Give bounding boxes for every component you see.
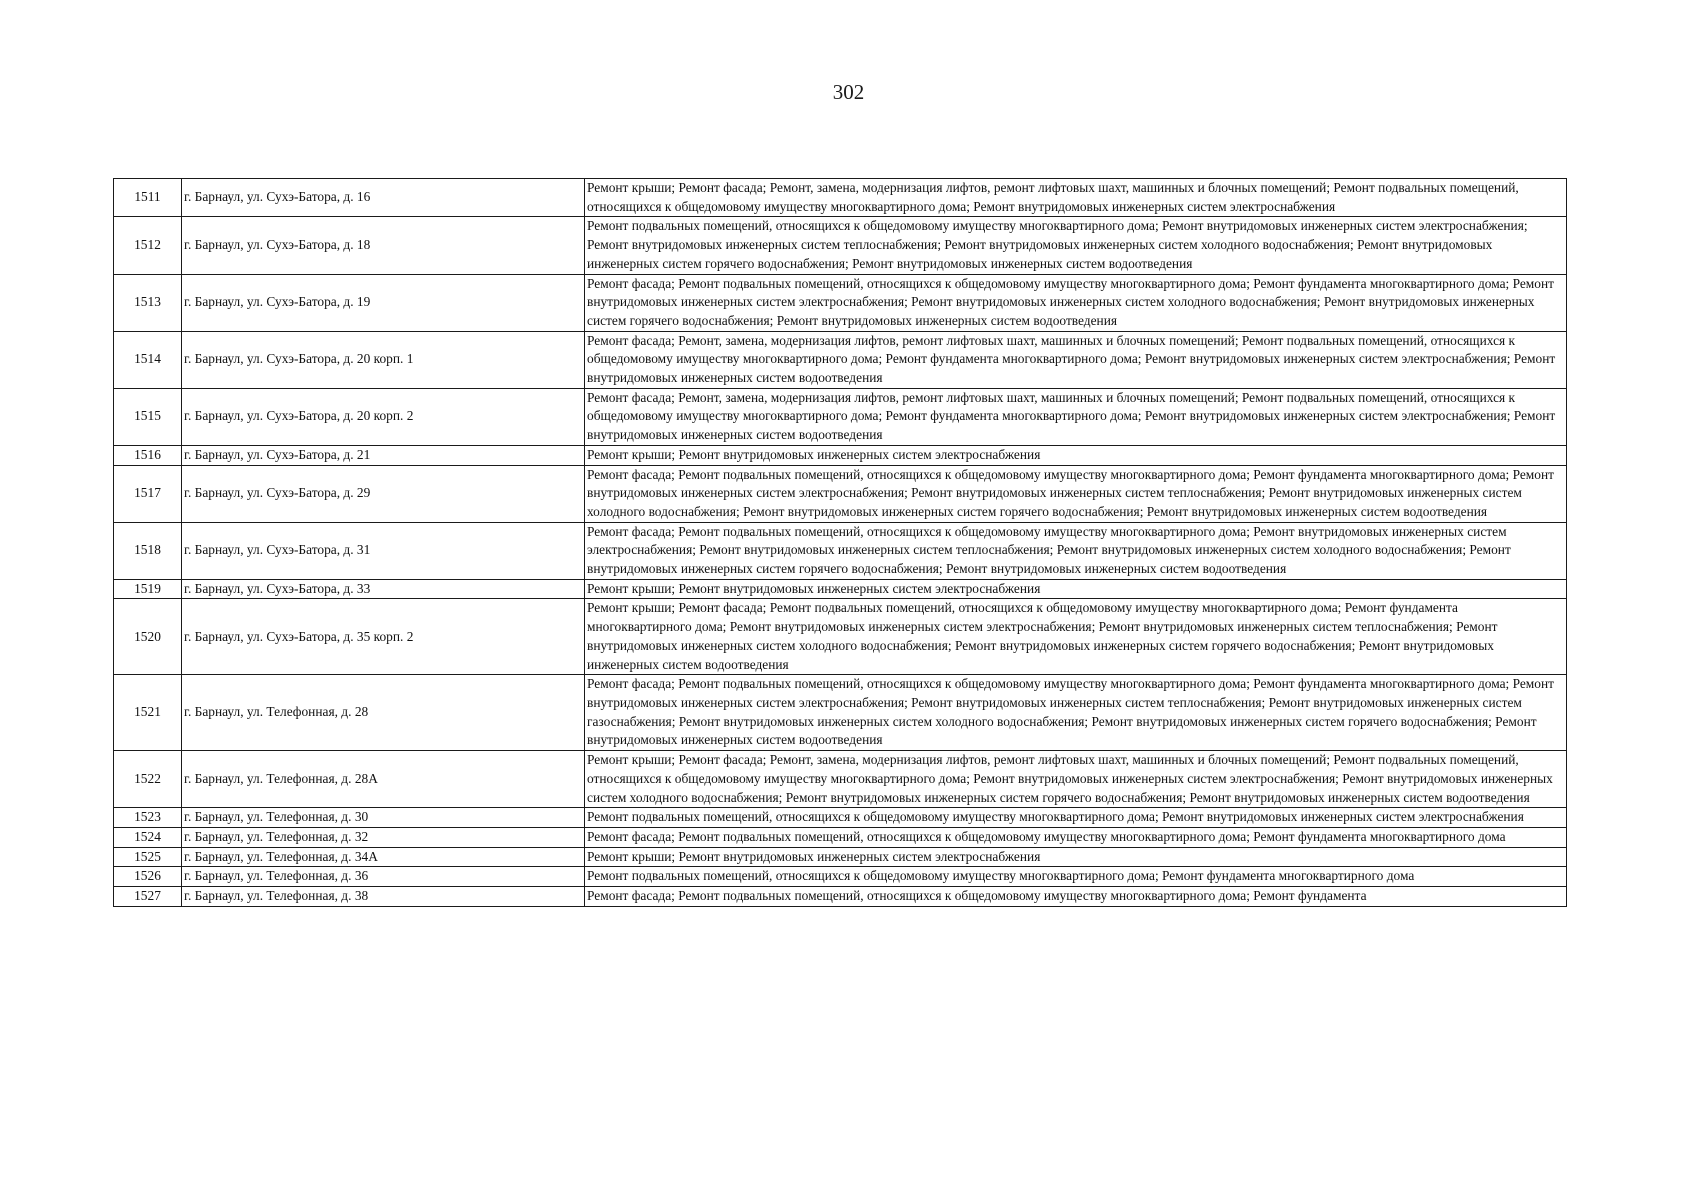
address-cell: г. Барнаул, ул. Сухэ-Батора, д. 16: [182, 179, 585, 217]
address-cell: г. Барнаул, ул. Телефонная, д. 38: [182, 887, 585, 907]
address-cell: г. Барнаул, ул. Сухэ-Батора, д. 29: [182, 465, 585, 522]
page-number: 302: [832, 80, 865, 104]
row-number-cell: 1511: [114, 179, 182, 217]
works-list-cell: Ремонт крыши; Ремонт внутридомовых инженерных систем электроснабжения: [585, 445, 1567, 465]
address-cell: г. Барнаул, ул. Сухэ-Батора, д. 33: [182, 579, 585, 599]
works-list-cell: Ремонт фасада; Ремонт подвальных помещений, относящихся к общедомовому имуществу многоквартирного дома; Ремонт фундамента многоквартирного дома; Ремонт внутридомовых инженерных систем электроснабжения; Ремонт внутридомовых инженерных систем холодного водоснабжения; Ремонт внутридомовых инженерных систем горячего водоснабжения; Ремонт внутридомовых инженерных систем водоотведения: [585, 274, 1567, 331]
row-number-cell: 1524: [114, 827, 182, 847]
address-cell: г. Барнаул, ул. Сухэ-Батора, д. 31: [182, 522, 585, 579]
table-row: [114, 847, 1567, 867]
table-row: [114, 599, 1567, 675]
works-list-cell: Ремонт фасада; Ремонт подвальных помещений, относящихся к общедомовому имуществу многоквартирного дома; Ремонт фундамента многоквартирного дома; Ремонт внутридомовых инженерных систем электроснабжения; Ремонт внутридомовых инженерных систем теплоснабжения; Ремонт внутридомовых инженерных систем газоснабжения; Ремонт внутридомовых инженерных систем холодного водоснабжения; Ремонт внутридомовых инженерных систем горячего водоснабжения; Ремонт внутридомовых инженерных систем водоотведения: [585, 675, 1567, 751]
address-cell: г. Барнаул, ул. Сухэ-Батора, д. 20 корп. 1: [182, 331, 585, 388]
table-row: [114, 675, 1567, 751]
row-number-cell: 1526: [114, 867, 182, 887]
row-number-cell: 1514: [114, 331, 182, 388]
works-list-cell: Ремонт крыши; Ремонт внутридомовых инженерных систем электроснабжения: [585, 579, 1567, 599]
row-number-cell: 1519: [114, 579, 182, 599]
works-list-cell: Ремонт подвальных помещений, относящихся к общедомовому имуществу многоквартирного дома; Ремонт фундамента многоквартирного дома: [585, 867, 1567, 887]
row-number-cell: 1527: [114, 887, 182, 907]
address-cell: г. Барнаул, ул. Телефонная, д. 34А: [182, 847, 585, 867]
table-row: [114, 388, 1567, 445]
table-row: [114, 217, 1567, 274]
row-number-cell: 1515: [114, 388, 182, 445]
table-row: [114, 274, 1567, 331]
address-cell: г. Барнаул, ул. Сухэ-Батора, д. 18: [182, 217, 585, 274]
row-number-cell: 1520: [114, 599, 182, 675]
table-row: [114, 887, 1567, 907]
address-cell: г. Барнаул, ул. Телефонная, д. 28: [182, 675, 585, 751]
table-row: [114, 522, 1567, 579]
row-number-cell: 1525: [114, 847, 182, 867]
address-cell: г. Барнаул, ул. Телефонная, д. 36: [182, 867, 585, 887]
row-number-cell: 1523: [114, 808, 182, 828]
table-row: [114, 445, 1567, 465]
address-cell: г. Барнаул, ул. Сухэ-Батора, д. 19: [182, 274, 585, 331]
table-row: [114, 808, 1567, 828]
works-list-cell: Ремонт крыши; Ремонт фасада; Ремонт подвальных помещений, относящихся к общедомовому имуществу многоквартирного дома; Ремонт фундамента многоквартирного дома; Ремонт внутридомовых инженерных систем электроснабжения; Ремонт внутридомовых инженерных систем теплоснабжения; Ремонт внутридомовых инженерных систем холодного водоснабжения; Ремонт внутридомовых инженерных систем горячего водоснабжения; Ремонт внутридомовых инженерных систем водоотведения: [585, 599, 1567, 675]
repair-registry-table: [113, 178, 1567, 907]
works-list-cell: Ремонт крыши; Ремонт фасада; Ремонт, замена, модернизация лифтов, ремонт лифтовых шахт, машинных и блочных помещений; Ремонт подвальных помещений, относящихся к общедомовому имуществу многоквартирного дома; Ремонт внутридомовых инженерных систем электроснабжения: [585, 179, 1567, 217]
address-cell: г. Барнаул, ул. Сухэ-Батора, д. 21: [182, 445, 585, 465]
row-number-cell: 1522: [114, 751, 182, 808]
table-row: [114, 751, 1567, 808]
row-number-cell: 1518: [114, 522, 182, 579]
table-row: [114, 465, 1567, 522]
address-cell: г. Барнаул, ул. Телефонная, д. 30: [182, 808, 585, 828]
table-row: [114, 331, 1567, 388]
table-row: [114, 867, 1567, 887]
address-cell: г. Барнаул, ул. Сухэ-Батора, д. 20 корп. 2: [182, 388, 585, 445]
works-list-cell: Ремонт подвальных помещений, относящихся к общедомовому имуществу многоквартирного дома; Ремонт внутридомовых инженерных систем электроснабжения; Ремонт внутридомовых инженерных систем теплоснабжения; Ремонт внутридомовых инженерных систем холодного водоснабжения; Ремонт внутридомовых инженерных систем горячего водоснабжения; Ремонт внутридомовых инженерных систем водоотведения: [585, 217, 1567, 274]
works-list-cell: Ремонт фасада; Ремонт, замена, модернизация лифтов, ремонт лифтовых шахт, машинных и блочных помещений; Ремонт подвальных помещений, относящихся к общедомовому имуществу многоквартирного дома; Ремонт фундамента многоквартирного дома; Ремонт внутридомовых инженерных систем электроснабжения; Ремонт внутридомовых инженерных систем водоотведения: [585, 388, 1567, 445]
works-list-cell: Ремонт крыши; Ремонт фасада; Ремонт, замена, модернизация лифтов, ремонт лифтовых шахт, машинных и блочных помещений; Ремонт подвальных помещений, относящихся к общедомовому имуществу многоквартирного дома; Ремонт внутридомовых инженерных систем электроснабжения; Ремонт внутридомовых инженерных систем холодного водоснабжения; Ремонт внутридомовых инженерных систем горячего водоснабжения; Ремонт внутридомовых инженерных систем водоотведения: [585, 751, 1567, 808]
row-number-cell: 1513: [114, 274, 182, 331]
row-number-cell: 1517: [114, 465, 182, 522]
works-list-cell: Ремонт фасада; Ремонт подвальных помещений, относящихся к общедомовому имуществу многоквартирного дома; Ремонт внутридомовых инженерных систем электроснабжения; Ремонт внутридомовых инженерных систем теплоснабжения; Ремонт внутридомовых инженерных систем холодного водоснабжения; Ремонт внутридомовых инженерных систем горячего водоснабжения; Ремонт внутридомовых инженерных систем водоотведения: [585, 522, 1567, 579]
address-cell: г. Барнаул, ул. Телефонная, д. 32: [182, 827, 585, 847]
row-number-cell: 1512: [114, 217, 182, 274]
row-number-cell: 1516: [114, 445, 182, 465]
table-row: [114, 179, 1567, 217]
table-row: [114, 827, 1567, 847]
works-list-cell: Ремонт фасада; Ремонт подвальных помещений, относящихся к общедомовому имуществу многоквартирного дома; Ремонт фундамента: [585, 887, 1567, 907]
works-list-cell: Ремонт фасада; Ремонт подвальных помещений, относящихся к общедомовому имуществу многоквартирного дома; Ремонт фундамента многоквартирного дома: [585, 827, 1567, 847]
registry-body: [114, 179, 1567, 907]
works-list-cell: Ремонт подвальных помещений, относящихся к общедомовому имуществу многоквартирного дома; Ремонт внутридомовых инженерных систем электроснабжения: [585, 808, 1567, 828]
works-list-cell: Ремонт крыши; Ремонт внутридомовых инженерных систем электроснабжения: [585, 847, 1567, 867]
works-list-cell: Ремонт фасада; Ремонт, замена, модернизация лифтов, ремонт лифтовых шахт, машинных и блочных помещений; Ремонт подвальных помещений, относящихся к общедомовому имуществу многоквартирного дома; Ремонт фундамента многоквартирного дома; Ремонт внутридомовых инженерных систем электроснабжения; Ремонт внутридомовых инженерных систем водоотведения: [585, 331, 1567, 388]
row-number-cell: 1521: [114, 675, 182, 751]
address-cell: г. Барнаул, ул. Телефонная, д. 28А: [182, 751, 585, 808]
table-row: [114, 579, 1567, 599]
works-list-cell: Ремонт фасада; Ремонт подвальных помещений, относящихся к общедомовому имуществу многоквартирного дома; Ремонт фундамента многоквартирного дома; Ремонт внутридомовых инженерных систем электроснабжения; Ремонт внутридомовых инженерных систем теплоснабжения; Ремонт внутридомовых инженерных систем холодного водоснабжения; Ремонт внутридомовых инженерных систем горячего водоснабжения; Ремонт внутридомовых инженерных систем водоотведения: [585, 465, 1567, 522]
address-cell: г. Барнаул, ул. Сухэ-Батора, д. 35 корп. 2: [182, 599, 585, 675]
